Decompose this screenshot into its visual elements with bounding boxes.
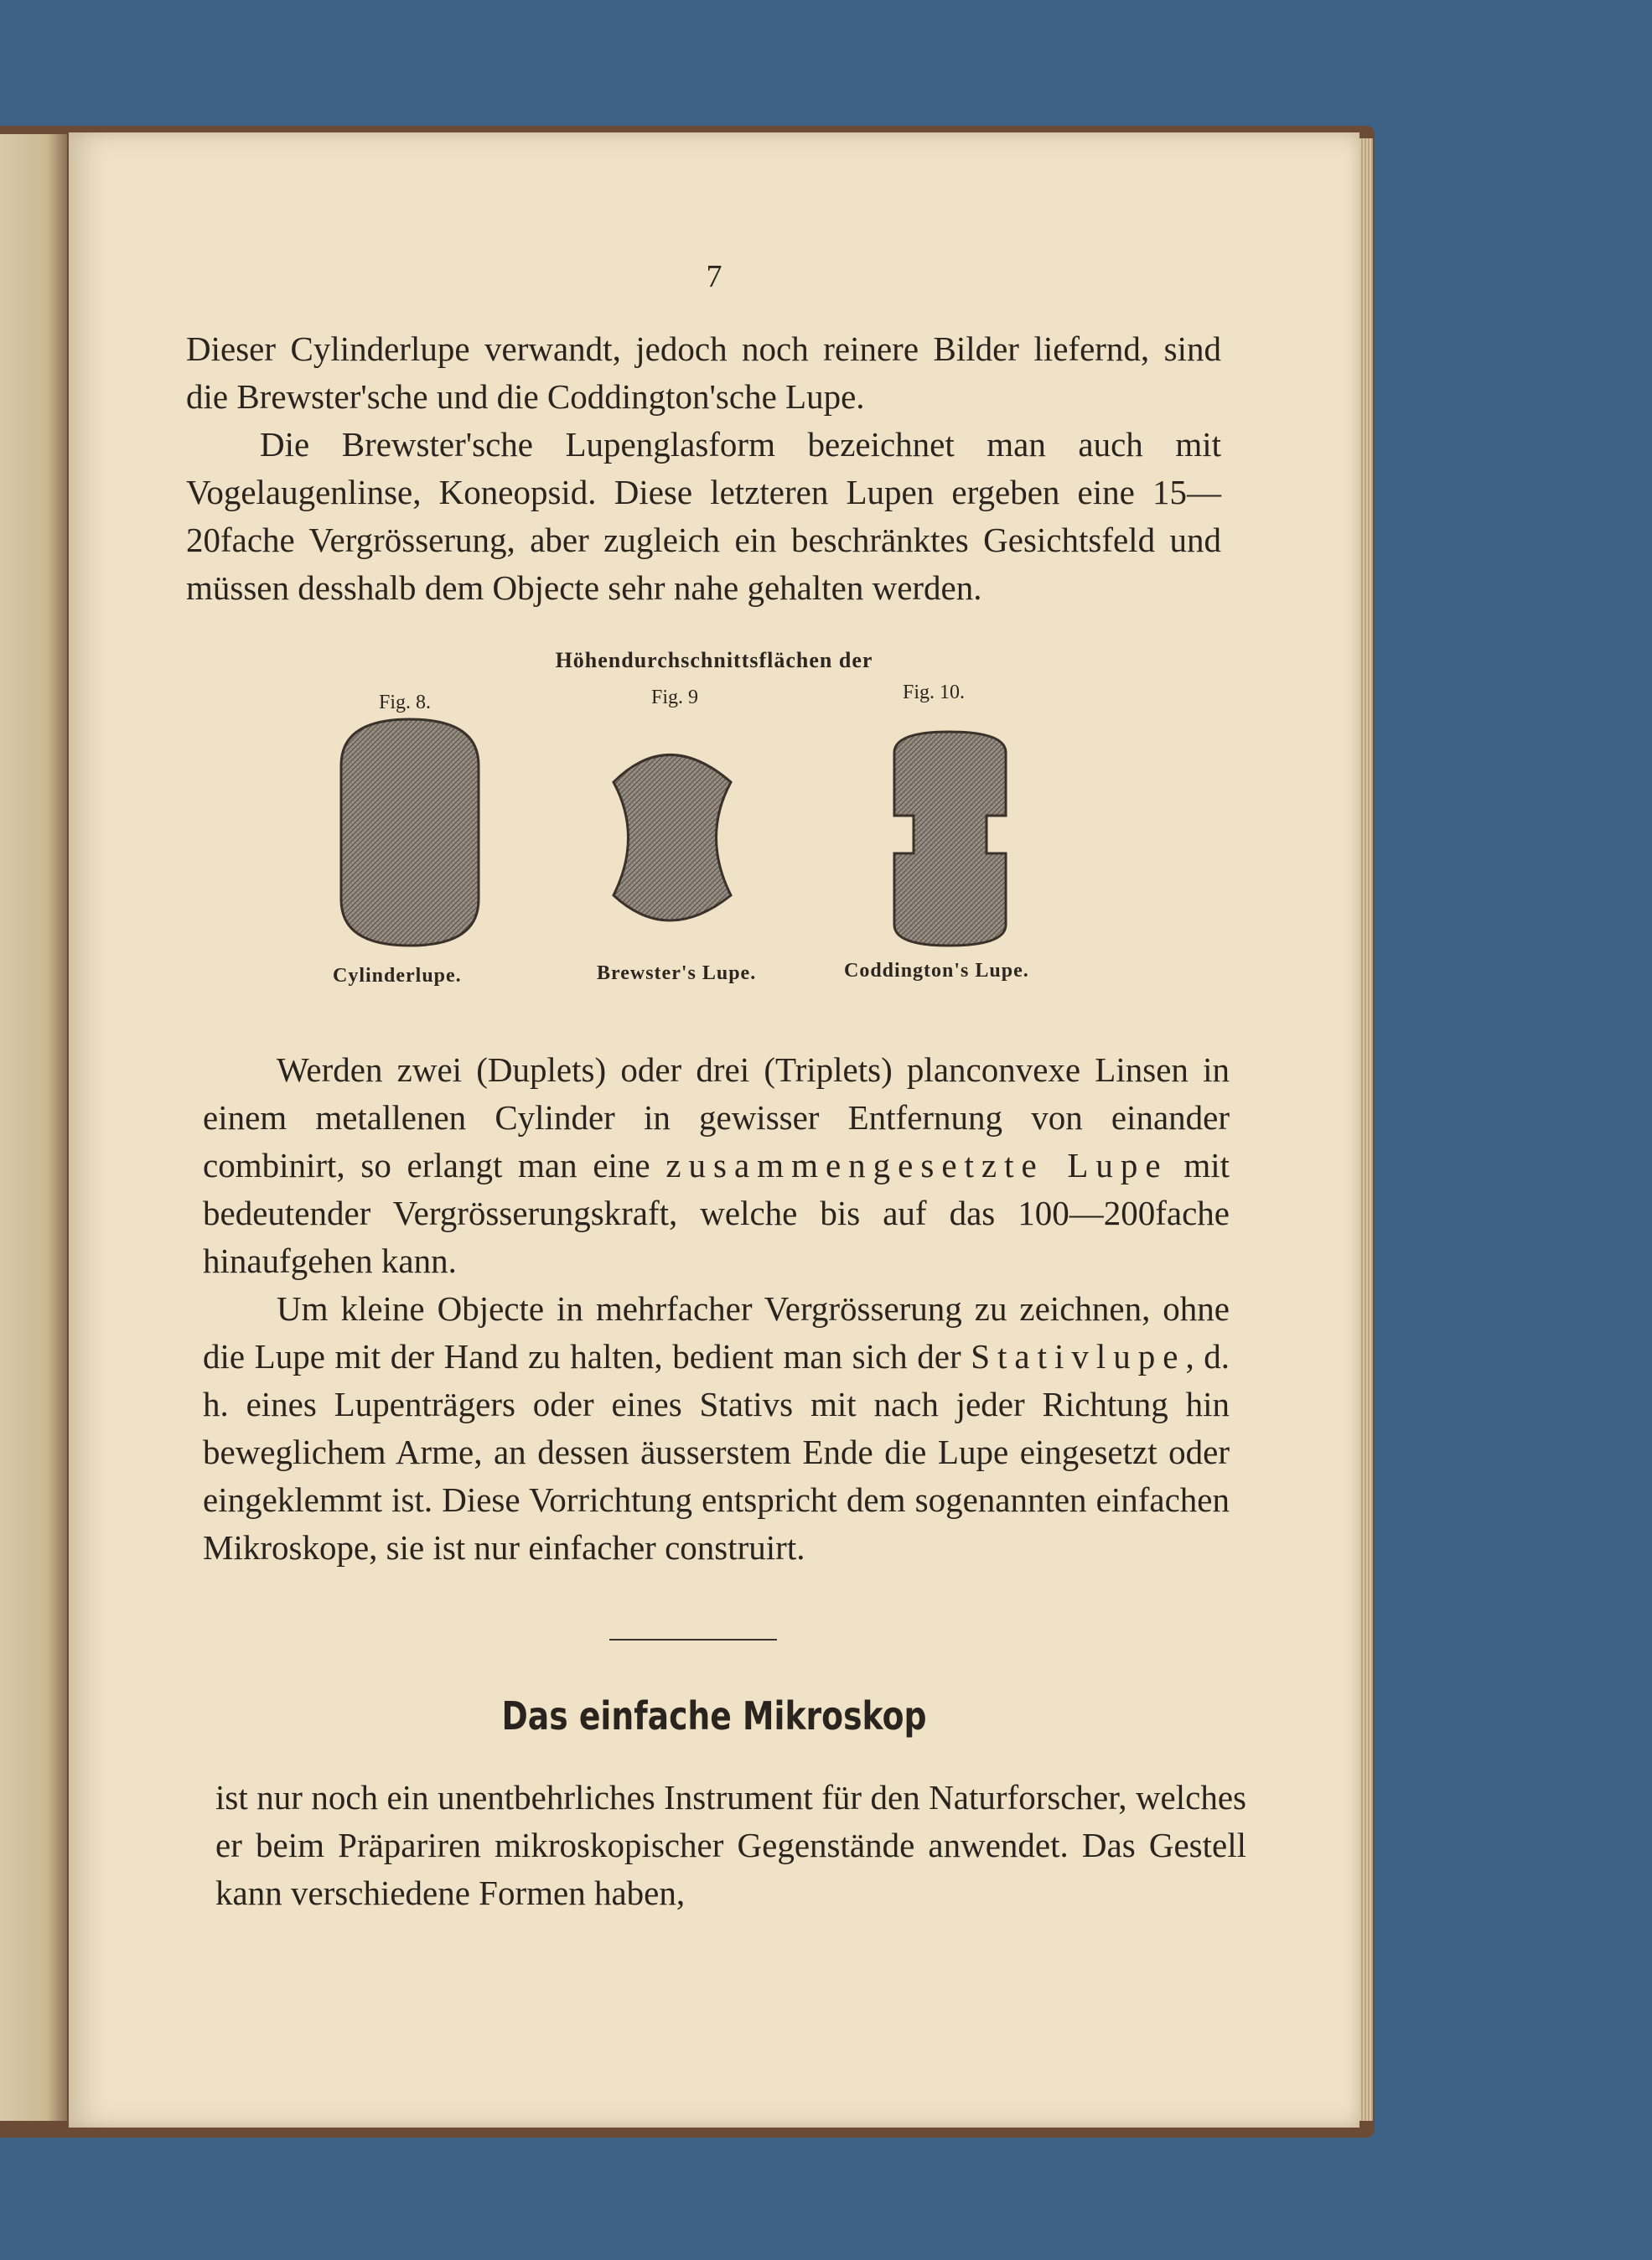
cylinder-lens-section [341, 719, 479, 946]
section-divider [609, 1639, 777, 1641]
fig8-label: Fig. 8. [379, 692, 432, 713]
brewster-lens-section [614, 755, 731, 921]
paragraph-4-part-c: , d. h. eines Lupenträgers oder eines Stativs mit nach jeder Richtung hin beweglichem Arme, an dessen äusserstem Ende die Lupe eingesetzt oder eingeklemmt ist. Diese Vorrichtung entspricht dem sogenannten einfachen Mikroskope, sie ist nur einfacher construirt. [203, 1337, 1230, 1567]
fig10-caption: Coddington's Lupe. [844, 960, 1029, 982]
section-text-block [215, 1774, 1246, 1917]
fig9-label: Fig. 9 [651, 687, 699, 708]
paragraph-3-part-c: mit bedeutender Vergrösserungskraft, welche bis auf das 100—200fache hinaufgehen kann. [203, 1146, 1230, 1280]
paragraph-3-spaced-term: zusammengesetzte Lupe [665, 1146, 1168, 1184]
paragraph-3-part-a: Werden zwei (Duplets) oder drei (Triplets) planconvexe Linsen in einem metallenen Cylinder in gewisser Entfernung von einander combinirt, so erlangt man eine [203, 1050, 1230, 1184]
paragraph-2: Die Brewster'sche Lupenglasform bezeichnet man auch mit Vogelaugenlinse, Koneopsid. Diese letzteren Lupen ergeben eine 15—20fache Vergrösserung, aber zugleich ein beschränktes Gesichtsfeld und müssen desshalb dem Objecte sehr nahe gehalten werden. [186, 425, 1221, 607]
paragraph-3 [203, 1046, 1230, 1285]
page-number: 7 [706, 259, 722, 294]
middle-text-block [203, 1046, 1230, 1572]
page-stack-edge [1359, 138, 1373, 2121]
paragraph-1: Dieser Cylinderlupe verwandt, jedoch noch reinere Bilder liefernd, sind die Brewster'sche und die Coddington'sche Lupe. [186, 329, 1221, 416]
paragraph-4-spaced-term: Stativlupe [971, 1337, 1186, 1376]
book-page [69, 132, 1359, 2128]
paragraph-4-part-a: Um kleine Objecte in mehrfacher Vergrösserung zu zeichnen, ohne die Lupe mit der Hand zu halten, bedient man sich der [203, 1289, 1230, 1376]
fig9-caption: Brewster's Lupe. [597, 962, 757, 984]
lens-cross-sections [69, 682, 1359, 1000]
fig8-caption: Cylinderlupe. [333, 965, 462, 987]
section-heading: Das einfache Mikroskop [501, 1693, 927, 1739]
left-page-edge [0, 134, 67, 2121]
paragraph-5: ist nur noch ein unentbehrliches Instrument für den Naturforscher, welches er beim Präpariren mikroskopischer Gegenstände anwendet. Das Gestell kann verschiedene Formen haben, [215, 1778, 1246, 1912]
top-text-block [186, 325, 1221, 612]
coddington-lens-section [894, 732, 1006, 946]
fig10-label: Fig. 10. [903, 682, 966, 703]
figure-heading: Höhendurchschnittsflächen der [555, 648, 873, 672]
paragraph-4 [203, 1285, 1230, 1572]
lens-figures [69, 682, 1359, 1000]
